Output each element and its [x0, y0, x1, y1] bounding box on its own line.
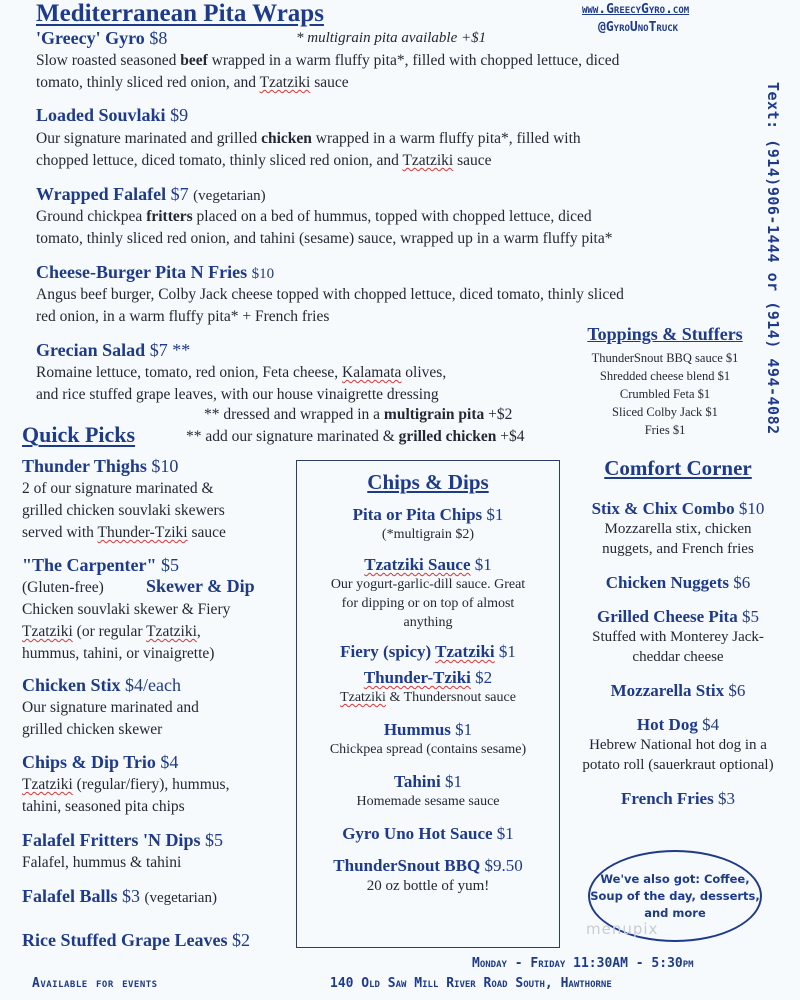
- comfort-item-title: French Fries $3: [621, 789, 735, 808]
- comfort-item-title: Chicken Nuggets $6: [605, 573, 751, 592]
- skewer-dip-subtitle: Skewer & Dip: [146, 576, 255, 596]
- hours-text: Monday - Friday 11:30AM - 5:30pm: [472, 956, 694, 971]
- dip-item-title: Thunder-Tziki $2: [363, 668, 493, 687]
- page-title: Mediterranean Pita Wraps: [36, 0, 324, 27]
- chips-dips-title: Chips & Dips: [367, 470, 489, 494]
- quick-item-desc: Tzatziki (regular/fiery), hummus, tahini, seasoned pita chips: [22, 776, 230, 815]
- dip-item-title: Pita or Pita Chips $1: [352, 505, 504, 524]
- dip-item-desc: Homemade sesame sauce: [356, 794, 500, 809]
- menu-item-desc: Ground chickpea fritters placed on a bed of hummus, topped with chopped lettuce, diced tomato, thinly sliced red onion, and tahini (sesame) sauce, wrapped up in a warm fluffy pita*: [36, 208, 613, 247]
- quick-item-title: Falafel Fritters 'N Dips $5: [22, 830, 223, 850]
- salad-note-chicken: ** add our signature marinated & grilled chicken +$4: [186, 428, 525, 445]
- comfort-item-desc: Hebrew National hot dog in a potato roll (sauerkraut optional): [582, 737, 774, 773]
- quick-item-title: Chicken Stix $4/each: [22, 675, 181, 695]
- menu-item-title: 'Greecy' Gyro $8: [36, 28, 168, 48]
- quick-picks-title: Quick Picks: [22, 422, 136, 447]
- menu-item-desc: Romaine lettuce, tomato, red onion, Feta cheese, Kalamata olives, and rice stuffed grape leaves, with our house vinaigrette dressing: [36, 364, 447, 403]
- comfort-item-title: Mozzarella Stix $6: [610, 681, 746, 700]
- website-link[interactable]: www.GreecyGyro.com: [582, 2, 690, 17]
- dip-item-title: ThunderSnout BBQ $9.50: [333, 856, 523, 875]
- topping-item: Crumbled Feta $1: [619, 387, 711, 401]
- menu-item-desc: Angus beef burger, Colby Jack cheese topped with chopped lettuce, diced tomato, thinly sliced red onion, in a warm fluffy pita* + French fries: [36, 286, 624, 325]
- chips-dips-box: [296, 460, 560, 948]
- badge-line: We've also got: Coffee,: [600, 871, 750, 886]
- quick-item-title: "The Carpenter" $5: [22, 555, 179, 575]
- quick-item-desc: Chicken souvlaki skewer & Fiery Tzatziki (or regular Tzatziki, hummus, tahini, or vinaigrette): [22, 601, 231, 662]
- carpenter-gluten-free: (Gluten-free): [22, 579, 104, 596]
- dip-item-desc: Our yogurt-garlic-dill sauce. Great for dipping or on top of almost anything: [330, 577, 526, 630]
- toppings-title: Toppings & Stuffers: [587, 324, 743, 344]
- dip-item-desc: (*multigrain $2): [381, 527, 475, 542]
- events-note: Available for events: [32, 976, 158, 991]
- badge-line: Soup of the day, desserts,: [590, 888, 760, 903]
- comfort-item-title: Grilled Cheese Pita $5: [597, 607, 759, 626]
- quick-item-title: Falafel Balls $3 (vegetarian): [22, 886, 217, 906]
- menu-item-title: Loaded Souvlaki $9: [36, 105, 189, 125]
- watermark-text: menupix: [586, 920, 659, 938]
- social-handle[interactable]: @GyroUnoTruck: [598, 20, 679, 35]
- dip-item-title: Hummus $1: [383, 720, 473, 739]
- dip-item-desc: Chickpea spread (contains sesame): [329, 742, 527, 757]
- menu-item-title: Wrapped Falafel $7 (vegetarian): [36, 184, 266, 204]
- menu-item-desc: Slow roasted seasoned beef wrapped in a warm fluffy pita*, filled with chopped lettuce, diced tomato, thinly sliced red onion, and Tzatziki sauce: [36, 52, 620, 91]
- comfort-title: Comfort Corner: [604, 456, 752, 480]
- comfort-section: [560, 456, 796, 809]
- dip-item-desc: 20 oz bottle of yum!: [366, 878, 490, 894]
- salad-note-multigrain: ** dressed and wrapped in a multigrain pita +$2: [204, 406, 513, 423]
- menu-item-title: Grecian Salad $7 **: [36, 340, 191, 360]
- comfort-item-title: Stix & Chix Combo $10: [591, 499, 765, 518]
- topping-item: Sliced Colby Jack $1: [612, 405, 718, 419]
- dip-item-title: Tzatziki Sauce $1: [364, 555, 492, 574]
- topping-item: Shredded cheese blend $1: [599, 369, 731, 383]
- quick-item-title: Thunder Thighs $10: [22, 456, 179, 476]
- quick-item-desc: 2 of our signature marinated & grilled chicken souvlaki skewers served with Thunder-Tziki sauce: [22, 480, 226, 541]
- topping-item: ThunderSnout BBQ sauce $1: [591, 351, 739, 365]
- comfort-item-title: Hot Dog $4: [636, 715, 720, 734]
- toppings-section: [560, 324, 770, 439]
- quick-item-title: Rice Stuffed Grape Leaves $2: [22, 930, 250, 950]
- dip-item-title: Tahini $1: [394, 772, 462, 791]
- quick-item-title: Chips & Dip Trio $4: [22, 752, 179, 772]
- topping-item: Fries $1: [644, 423, 686, 437]
- quick-item-desc: Our signature marinated and grilled chicken skewer: [22, 699, 199, 738]
- multigrain-note: * multigrain pita available +$1: [296, 30, 487, 46]
- menu-item-title: Cheese-Burger Pita N Fries $10: [36, 262, 275, 282]
- comfort-item-desc: Stuffed with Monterey Jack- cheddar cheese: [592, 629, 764, 665]
- dip-item-title: Gyro Uno Hot Sauce $1: [342, 824, 514, 843]
- contact-phone-vertical: Text: (914)906-1444 or (914) 494-4082: [764, 82, 782, 435]
- menu-item-desc: Our signature marinated and grilled chicken wrapped in a warm fluffy pita*, filled with chopped lettuce, diced tomato, thinly sliced red onion, and Tzatziki sauce: [36, 130, 581, 169]
- comfort-item-desc: Mozzarella stix, chicken nuggets, and French fries: [602, 521, 754, 557]
- badge-line: and more: [644, 905, 706, 920]
- dip-item-title: Fiery (spicy) Tzatziki $1: [340, 642, 516, 661]
- address-text: 140 Old Saw Mill River Road South, Hawthorne: [330, 976, 612, 991]
- dip-item-desc: Tzatziki & Thundersnout sauce: [340, 690, 516, 705]
- quick-item-desc: Falafel, hummus & tahini: [22, 854, 182, 871]
